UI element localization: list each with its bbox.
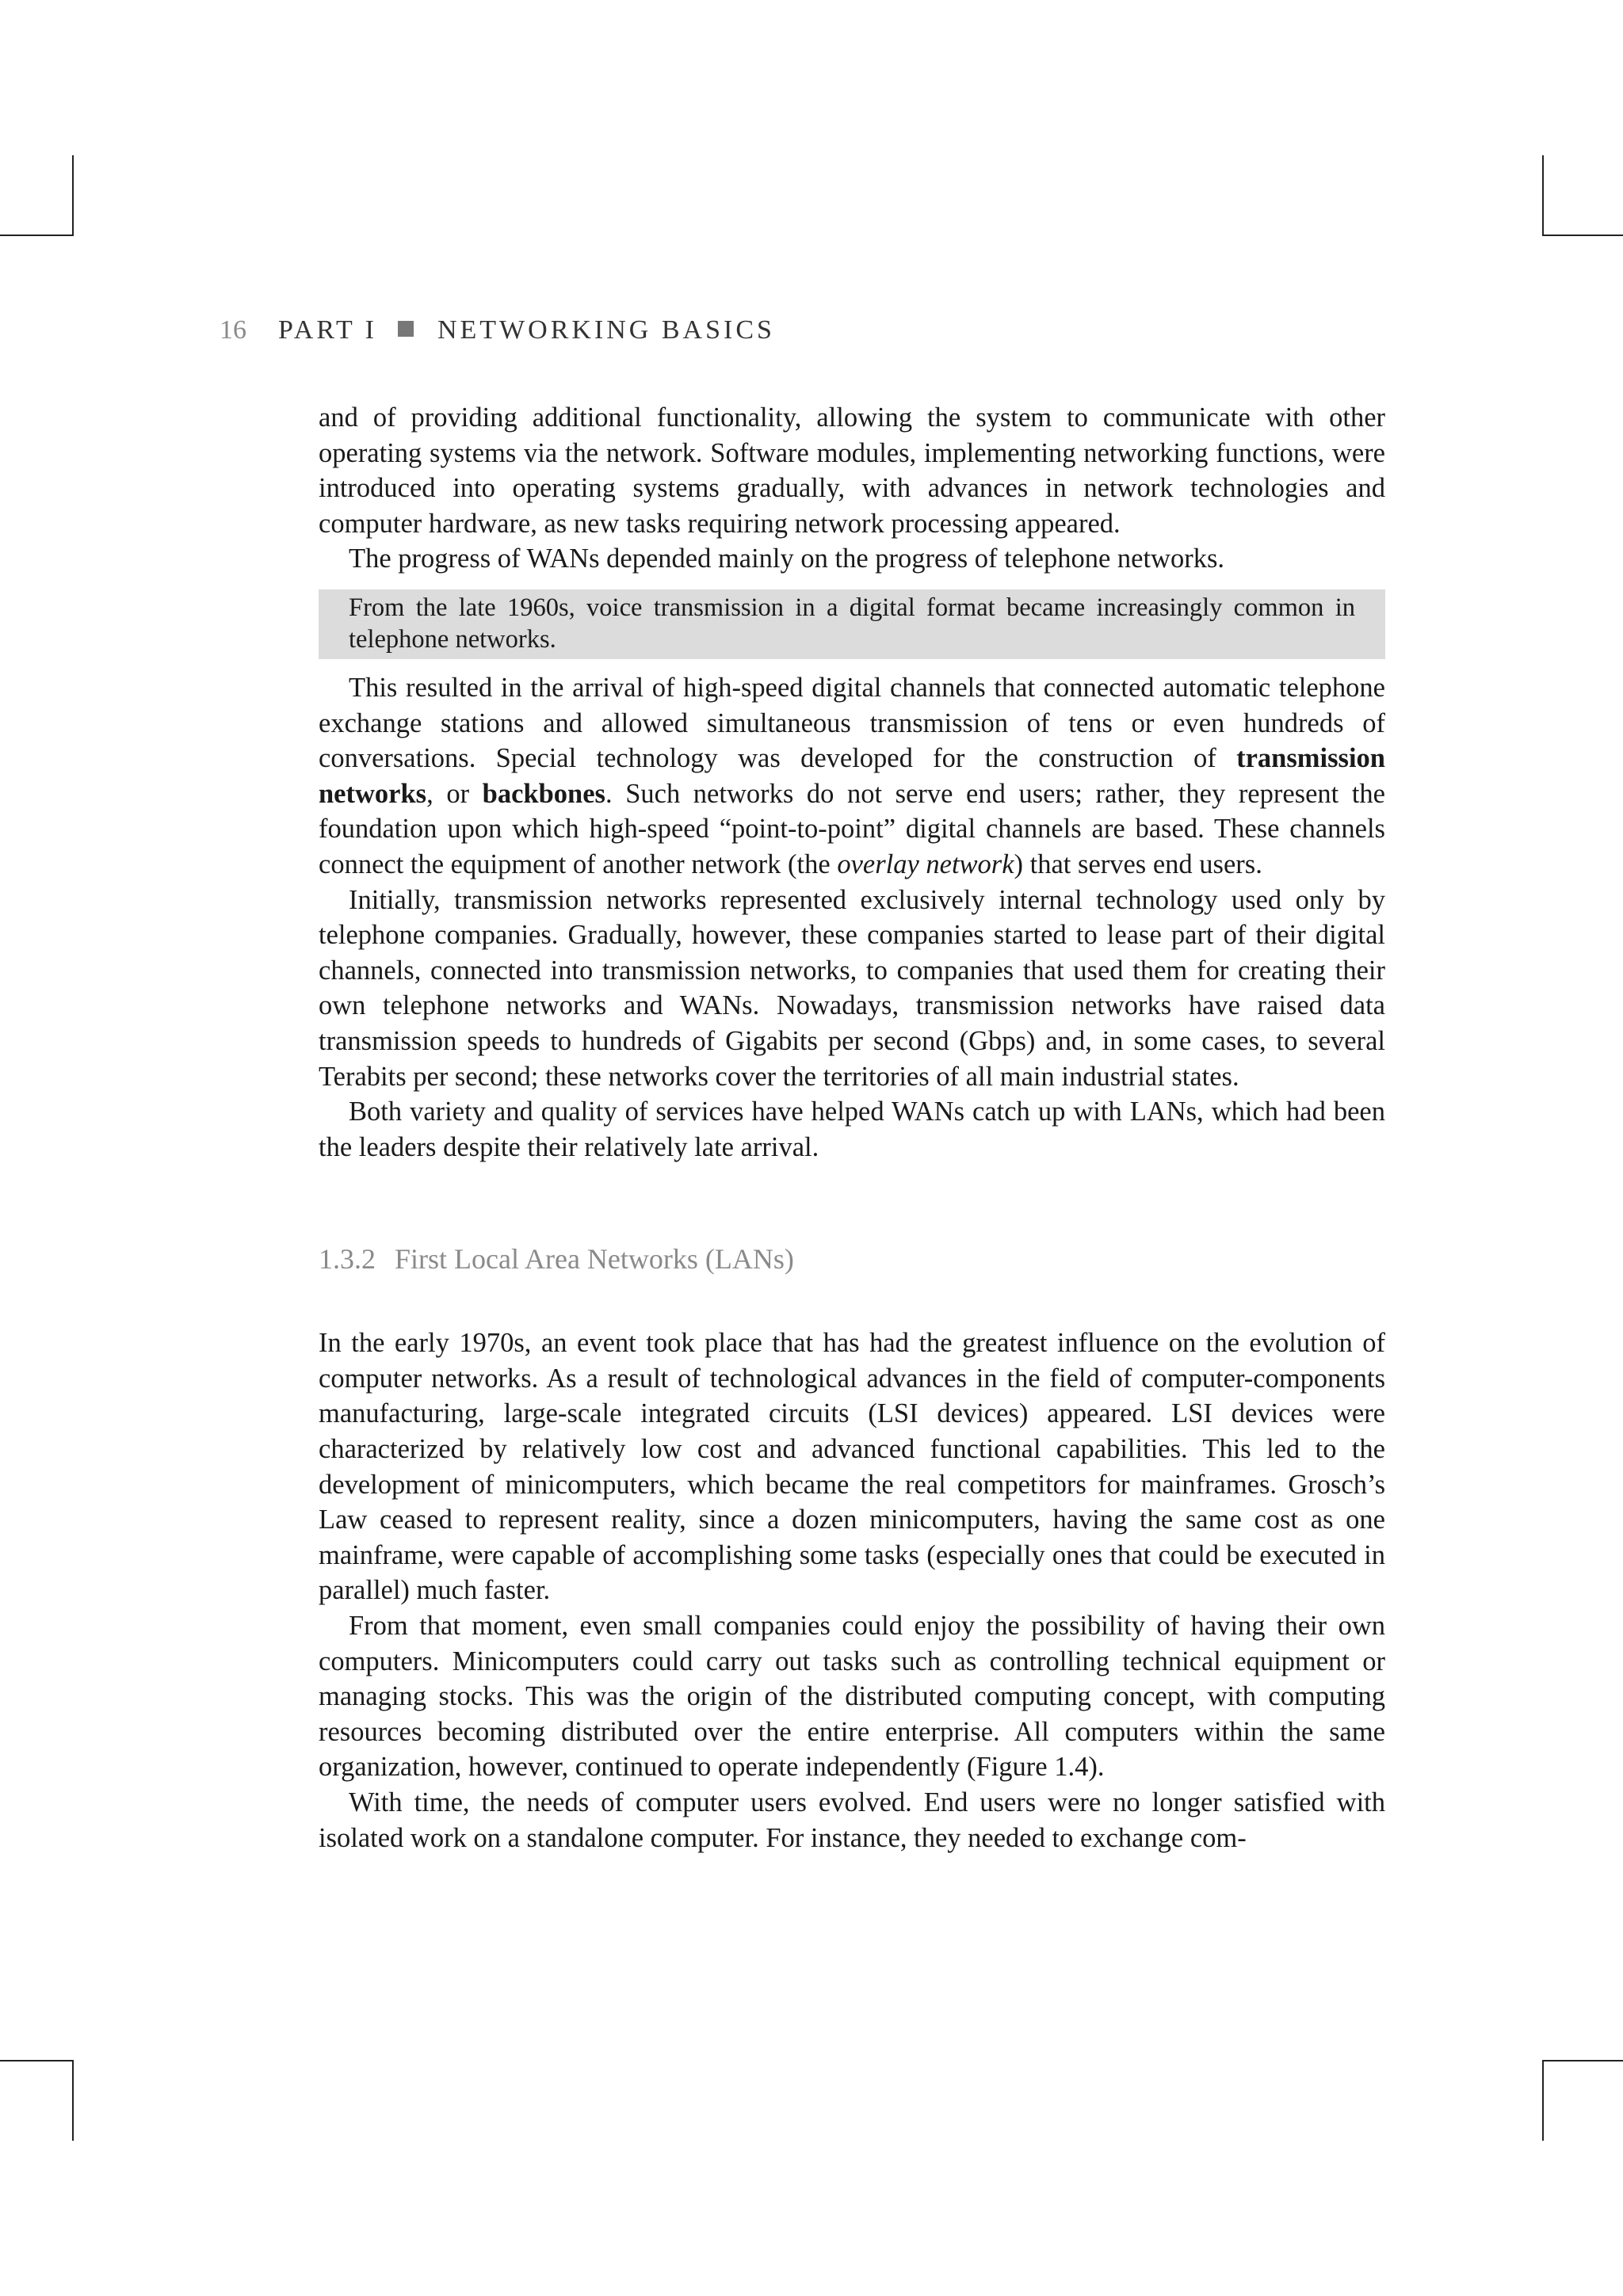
text-run: , or — [426, 778, 483, 809]
paragraph: The progress of WANs depended mainly on the progress of telephone networks. — [349, 543, 1225, 574]
highlight-note: From the late 1960s, voice transmission in a digital format became increasingly common in telephone networks. — [319, 589, 1385, 659]
square-bullet-icon — [398, 321, 414, 337]
paragraph: In the early 1970s, an event took place that has had the greatest influence on the evolution of computer networks. As a result of technological advances in the field of computer-components manufacturing, large-scale integrated circuits (LSI devices) appeared. LSI devices were characterized by relatively low cost and advanced functional capabilities. This led to the development of minicomputers, which became the real competitors for mainframes. Grosch’s Law ceased to represent reality, since a dozen minicomputers, having the same cost as one mainframe, were capable of accomplishing some tasks (especially ones that could be executed in parallel) much faster. — [319, 1328, 1385, 1606]
bold-term: backbones — [482, 778, 605, 809]
text-run: This resulted in the arrival of high-speed digital channels that connected automatic telephone exchange stations and allowed simultaneous transmission of tens or even hundreds of conversations. Special technology was developed for the construction of — [319, 672, 1385, 774]
crop-mark-top-left-h — [0, 235, 74, 236]
part-label: PART I — [278, 315, 377, 345]
paragraph: From that moment, even small companies could enjoy the possibility of having their own computers. Minicomputers could carry out tasks such as controlling technical equipment or managing stocks. This was the origin of the distributed computing concept, with computing resources becoming distributed over the entire enterprise. All computers within the same organization, however, continued to operate independently (Figure 1.4). — [319, 1611, 1385, 1783]
section-title: First Local Area Networks (LANs) — [395, 1243, 794, 1276]
section-number: 1.3.2 — [319, 1243, 376, 1276]
crop-mark-bottom-left-v — [72, 2060, 74, 2141]
text-run: ) that serves end users. — [1014, 849, 1262, 879]
running-header — [220, 315, 775, 345]
page-body — [319, 400, 1385, 1855]
paragraph: and of providing additional functionality, allowing the system to communicate with other operating systems via the network. Software modules, implementing networking functions, were introduced into operating systems gradually, with advances in network technologies and computer hardware, as new tasks requiring network processing appeared. — [319, 402, 1385, 539]
paragraph: Both variety and quality of services have helped WANs catch up with LANs, which had been the leaders despite their relatively late arrival. — [319, 1097, 1385, 1162]
crop-mark-top-left-v — [72, 155, 74, 236]
paragraph: Initially, transmission networks represented exclusively internal technology used only by telephone companies. Gradually, however, these companies started to lease part of their digital channels, connected into transmission networks, to companies that used them for creating their own telephone networks and WANs. Nowadays, transmission networks have raised data transmission speeds to hundreds of Gigabits per second (Gbps) and, in some cases, to several Terabits per second; these networks cover the territories of all main industrial states. — [319, 884, 1385, 1092]
italic-term: overlay network — [837, 849, 1014, 879]
page-number: 16 — [220, 315, 246, 345]
crop-mark-bottom-right-h — [1542, 2060, 1623, 2061]
crop-mark-top-right-v — [1542, 155, 1544, 236]
paragraph: With time, the needs of computer users evolved. End users were no longer satisfied with isolated work on a standalone computer. For instance, they needed to exchange com- — [319, 1787, 1385, 1853]
crop-mark-bottom-left-h — [0, 2060, 74, 2061]
bold-term: transmission networks — [319, 743, 1385, 809]
section-heading — [319, 1241, 1385, 1276]
paragraph — [319, 670, 1385, 883]
text-run: . Such networks do not serve end users; rather, they represent the foundation upon which high-speed “point-to-point” digital channels are based. These channels connect the equipment of another network (the — [319, 778, 1385, 879]
crop-mark-bottom-right-v — [1542, 2060, 1544, 2141]
chapter-title: NETWORKING BASICS — [437, 315, 775, 345]
crop-mark-top-right-h — [1542, 235, 1623, 236]
